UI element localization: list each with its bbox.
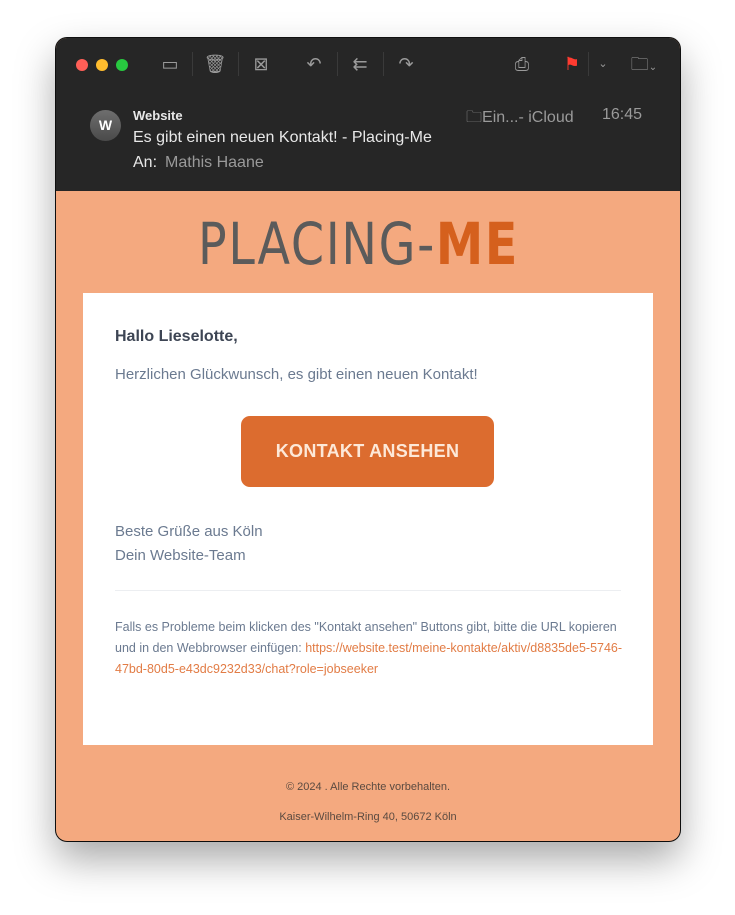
copyright: © 2024 . Alle Rechte vorbehalten. (285, 781, 451, 793)
recipient-name[interactable]: Mathis Haane (165, 154, 264, 171)
trash-icon[interactable]: 🗑 (203, 54, 227, 74)
intro-text: Herzlichen Glückwunsch, es gibt einen neuen Kontakt! (115, 366, 478, 383)
junk-icon[interactable]: ⊠ (253, 54, 269, 74)
mail-window (56, 38, 680, 841)
placing-me-logo (198, 210, 519, 278)
mailbox-label: Ein...- iCloud (482, 109, 574, 126)
mailbox[interactable] (466, 106, 574, 133)
move-to-folder-icon[interactable]: 🗀⌄ (630, 54, 658, 74)
greeting: Hallo Lieselotte, (115, 328, 238, 345)
avatar: W (90, 110, 121, 141)
fallback-note (115, 617, 623, 680)
fallback-link[interactable]: https://website.test/meine-kontakte/aktiv/d8835de5-5746-47bd-80d5-e43dc9232d33/chat?role=jobseeker (115, 641, 623, 676)
minimize-window-button[interactable] (96, 59, 108, 71)
flag-icon[interactable]: ⚑ (563, 54, 581, 74)
address: Kaiser-Wilhelm-Ring 40, 50672 Köln (279, 811, 457, 823)
fallback-text: Falls es Probleme beim klicken des "Kontakt ansehen" Buttons gibt, bitte die URL kopieren und in den Webbrowser einfügen: (115, 620, 617, 655)
close-window-button[interactable] (76, 59, 88, 71)
closing-line-1: Beste Grüße aus Köln (115, 523, 263, 540)
sender-name: Website (133, 108, 183, 123)
closing (115, 520, 263, 568)
logo-accent: ME (435, 210, 520, 278)
reply-icon[interactable]: ↶ (306, 54, 322, 74)
timestamp: 16:45 (602, 106, 643, 123)
logo-text: PLACING- (198, 210, 436, 278)
reply-all-icon[interactable]: ⇇ (352, 54, 368, 74)
closing-line-2: Dein Website-Team (115, 547, 246, 564)
to-label: An: (133, 154, 158, 171)
archive-icon[interactable]: ▭ (161, 54, 179, 74)
divider (115, 590, 621, 591)
message-header (56, 38, 680, 191)
forward-icon[interactable]: ↷ (398, 54, 414, 74)
folder-icon: 🗀 (466, 109, 483, 126)
subject: Es gibt einen neuen Kontakt! - Placing-Me (133, 129, 432, 146)
print-icon[interactable]: ⎙ (514, 54, 530, 74)
email-card (83, 293, 653, 745)
view-contact-button[interactable]: KONTAKT ANSEHEN (241, 416, 494, 487)
zoom-window-button[interactable] (116, 59, 128, 71)
chevron-down-icon[interactable]: ⌄ (598, 58, 608, 70)
recipient (133, 154, 264, 172)
